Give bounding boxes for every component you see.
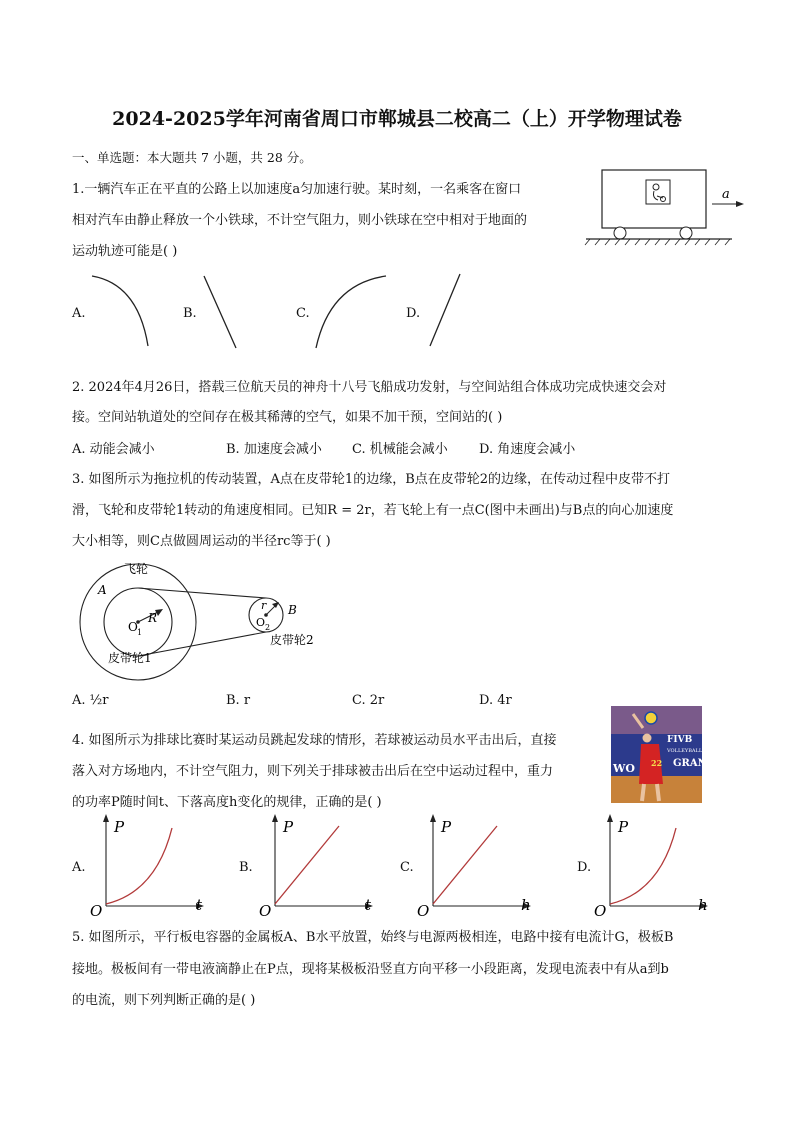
svg-text:t: t xyxy=(196,896,203,914)
q1-line-1: 1.一辆汽车正在平直的公路上以加速度a匀加速行驶。某时刻，一名乘客在窗口 xyxy=(72,182,522,197)
acceleration-label: a xyxy=(722,187,730,202)
big-text: WO xyxy=(613,762,635,775)
q1-option-d-label: D. xyxy=(406,306,421,321)
q4-line-3: 的功率P随时间t、下落高度h变化的规律，正确的是( ) xyxy=(72,795,382,810)
q3-line-3: 大小相等，则C点做圆周运动的半径rc等于( ) xyxy=(72,534,331,549)
q1-option-b-label: B. xyxy=(183,306,197,321)
q2-line-2: 接。空间站轨道处的空间存在极其稀薄的空气，如果不加干预，空间站的( ) xyxy=(72,410,503,425)
q4-graph-b xyxy=(255,812,380,920)
volleyball xyxy=(645,712,657,724)
svg-text:P: P xyxy=(618,818,629,836)
svg-text:h: h xyxy=(698,896,708,914)
car-body xyxy=(602,170,706,228)
q1-option-c-curve xyxy=(312,270,390,352)
q1-option-d-line xyxy=(424,270,472,352)
o1-sub: 1 xyxy=(137,628,143,637)
q5-line-3: 的电流，则下列判断正确的是( ) xyxy=(72,993,256,1008)
q1-line-3: 运动轨迹可能是( ) xyxy=(72,244,178,259)
q3-option-d: D. 4r xyxy=(479,693,512,708)
q1-option-a-curve xyxy=(90,270,160,350)
q4-graph-a xyxy=(86,812,211,920)
q3-option-b: B. r xyxy=(226,693,251,708)
svg-text:P: P xyxy=(283,818,294,836)
jersey-number: 22 xyxy=(651,758,663,768)
q2-option-c: C. 机械能会减小 xyxy=(352,442,448,457)
q4-graph-d xyxy=(590,812,715,920)
o2-sub: 2 xyxy=(265,623,271,632)
q4-graph-c xyxy=(413,812,538,920)
arrow-head xyxy=(736,201,744,207)
belt-bottom xyxy=(138,632,266,656)
svg-text:t: t xyxy=(365,896,372,914)
wheel-2-label: 皮带轮2 xyxy=(270,633,314,647)
car-window xyxy=(646,180,670,204)
o2-label: O xyxy=(256,616,266,629)
belt-top xyxy=(138,588,266,598)
car-wheel-left xyxy=(614,227,626,239)
section-heading: 一、单选题：本大题共 7 小题，共 28 分。 xyxy=(72,150,312,165)
big-text-2: GRAN xyxy=(673,758,707,769)
passenger-body xyxy=(654,191,664,200)
svg-text:O: O xyxy=(90,902,103,920)
q1-option-a-label: A. xyxy=(72,306,86,321)
q2-option-d: D. 角速度会减小 xyxy=(479,442,576,457)
radius-r-label: r xyxy=(261,599,267,612)
q5-line-1: 5. 如图所示，平行板电容器的金属板A、B水平放置，始终与电源两极相连，电路中接有电流计G，极板B xyxy=(72,930,674,945)
q4-graph-c-label: C. xyxy=(400,860,414,875)
q3-line-1: 3. 如图所示为拖拉机的传动装置，A点在皮带轮1的边缘，B点在皮带轮2的边缘，在传动过程中皮带不打 xyxy=(72,472,671,487)
page-title: 2024-2025学年河南省周口市郸城县二校高二（上）开学物理试卷 xyxy=(112,108,682,130)
svg-text:P: P xyxy=(114,818,125,836)
iron-ball xyxy=(661,197,666,202)
line xyxy=(433,826,497,904)
fivb-text: FIVB xyxy=(667,735,693,745)
line xyxy=(275,826,339,904)
svg-text:h: h xyxy=(521,896,531,914)
q2-line-1: 2. 2024年4月26日，搭载三位航天员的神舟十八号飞船成功发射，与空间站组合体成功完成快速交会对 xyxy=(72,380,667,395)
belt-drive-figure xyxy=(66,558,336,682)
q4-line-2: 落入对方场地内，不计空气阻力，则下列关于排球被击出后在空中运动过程中，重力 xyxy=(72,764,554,779)
volleyball-photo xyxy=(611,706,707,803)
svg-text:O: O xyxy=(417,902,430,920)
curve xyxy=(106,828,172,904)
svg-text:P: P xyxy=(441,818,452,836)
flywheel-label: 飞轮 xyxy=(124,562,149,576)
passenger-head xyxy=(653,184,659,190)
q5-line-2: 接地。极板间有一带电液滴静止在P点，现将某极板沿竖直方向平移一小段距离，发现电流表中有从a到b xyxy=(72,962,669,977)
car-wheel-right xyxy=(680,227,692,239)
radius-R-label: R xyxy=(148,611,158,625)
curve xyxy=(610,828,676,904)
q3-option-a: A. ½r xyxy=(72,693,109,708)
point-a-label: A xyxy=(98,583,107,597)
svg-text:O: O xyxy=(594,902,607,920)
q4-graph-b-label: B. xyxy=(239,860,253,875)
q2-option-b: B. 加速度会减小 xyxy=(226,442,322,457)
q4-graph-d-label: D. xyxy=(577,860,592,875)
banner-text: VOLLEYBALL xyxy=(667,748,703,754)
q3-option-c: C. 2r xyxy=(352,693,385,708)
wheel-1-label: 皮带轮1 xyxy=(108,651,152,665)
q4-graph-a-label: A. xyxy=(72,860,86,875)
svg-text:O: O xyxy=(259,902,272,920)
q2-option-a: A. 动能会减小 xyxy=(72,442,155,457)
car-figure xyxy=(584,162,750,246)
o1-label: O xyxy=(128,620,138,634)
q3-line-2: 滑，飞轮和皮带轮1转动的角速度相同。已知R = 2r，若飞轮上有一点C(图中未画出)与B点的向心加速度 xyxy=(72,503,674,518)
q1-option-b-line xyxy=(198,270,248,352)
q1-option-c-label: C. xyxy=(296,306,310,321)
point-b-label: B xyxy=(288,603,297,617)
ground-hatch xyxy=(585,239,730,245)
q1-line-2: 相对汽车由静止释放一个小铁球，不计空气阻力，则小铁球在空中相对于地面的 xyxy=(72,213,528,228)
q4-line-1: 4. 如图所示为排球比赛时某运动员跳起发球的情形，若球被运动员水平击出后，直接 xyxy=(72,733,557,748)
